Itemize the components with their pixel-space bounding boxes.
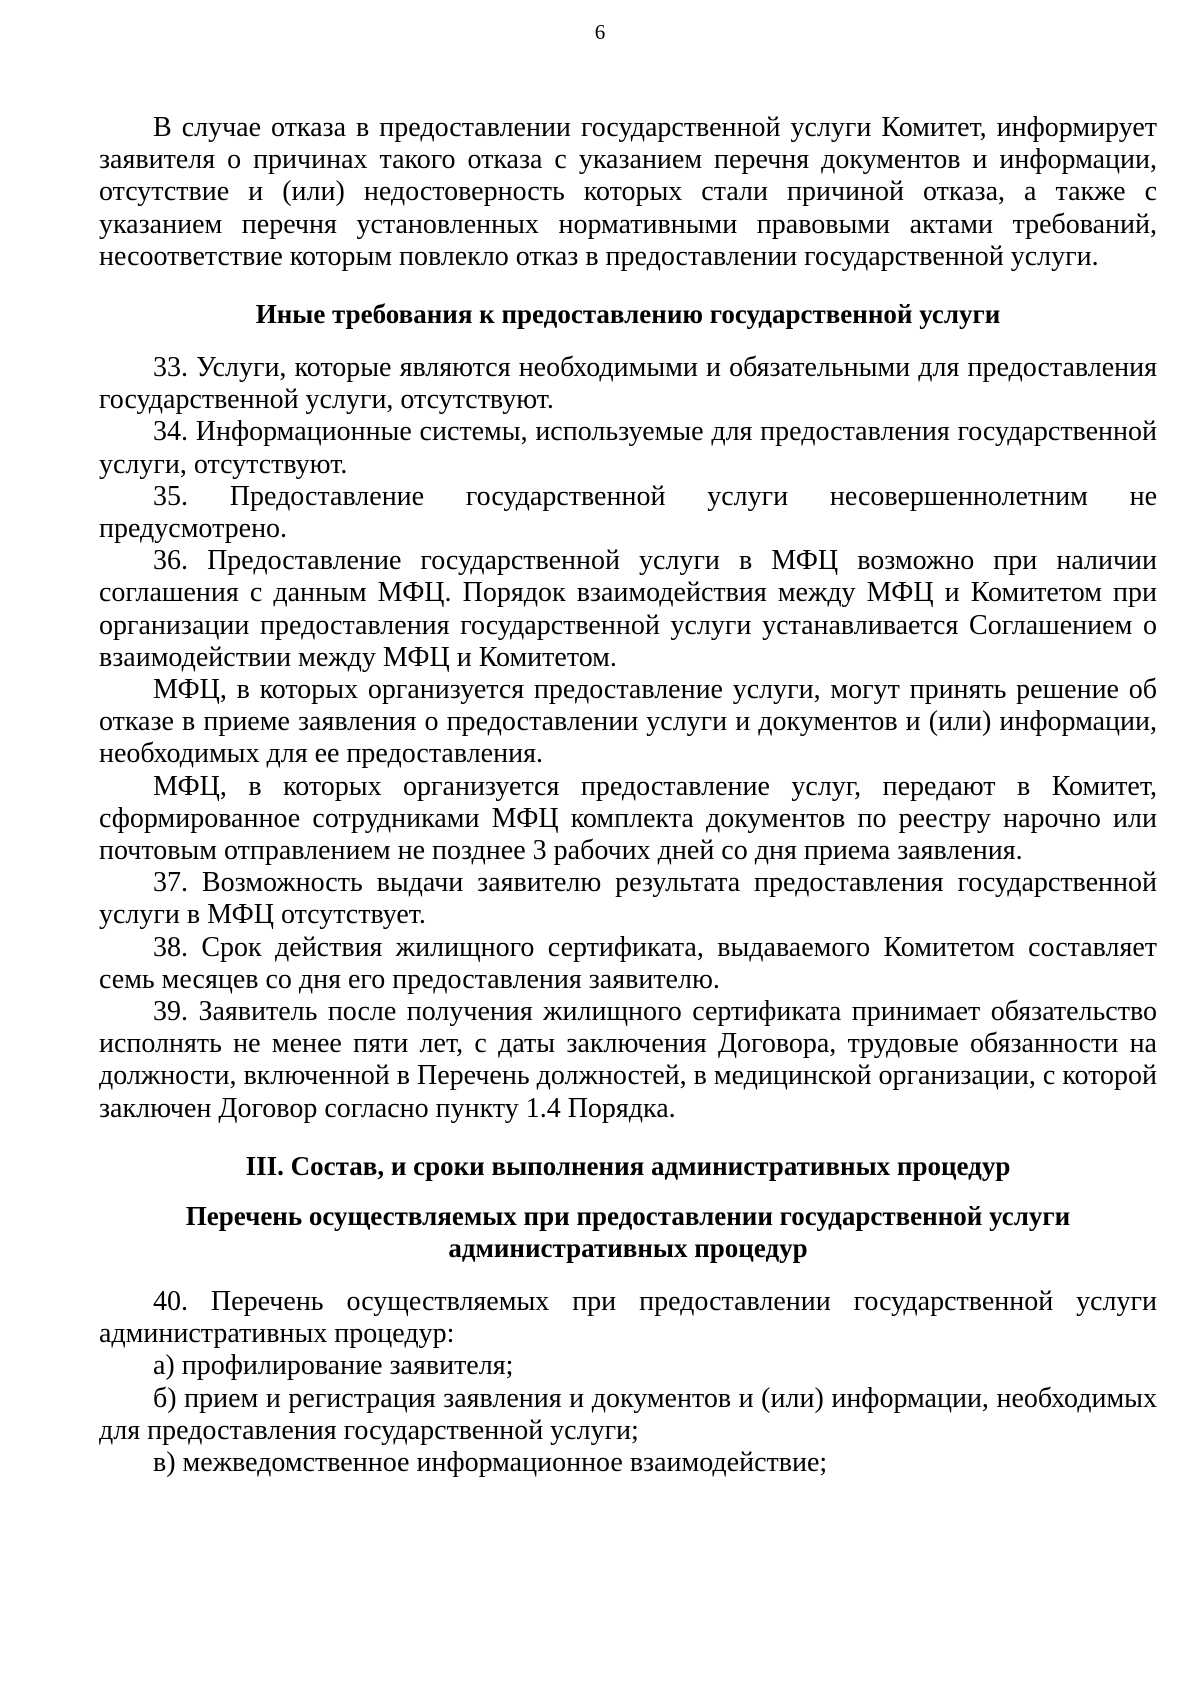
paragraph-item-38: 38. Срок действия жилищного сертификата, выдаваемого Комитетом составляет семь месяцев со дня его предоставления заявителю.	[99, 931, 1157, 995]
paragraph-item-33: 33. Услуги, которые являются необходимыми и обязательными для предоставления государственной услуги, отсутствуют.	[99, 352, 1157, 416]
paragraph-mfc-transfer: МФЦ, в которых организуется предоставление услуг, передают в Комитет, сформированное сотрудниками МФЦ комплекта документов по реестру нарочно или почтовым отправлением не позднее 3 рабочих дней со дня приема заявления.	[99, 770, 1157, 867]
paragraph-item-35: 35. Предоставление государственной услуги несовершеннолетним не предусмотрено.	[99, 480, 1157, 545]
paragraph-item-37: 37. Возможность выдачи заявителю результата предоставления государственной услуги в МФЦ отсутствует.	[99, 867, 1157, 931]
paragraph-item-39: 39. Заявитель после получения жилищного сертификата принимает обязательство исполнять не менее пяти лет, с даты заключения Договора, трудовые обязанности на должности, включенной в Перечень должностей, в медицинской организации, с которой заключен Договор согласно пункту 1.4 Порядка.	[99, 996, 1157, 1124]
paragraph-mfc-refusal: МФЦ, в которых организуется предоставление услуги, могут принять решение об отказе в приеме заявления о предоставлении услуги и документов и (или) информации, необходимых для ее предоставления.	[99, 674, 1157, 770]
paragraph-item-34: 34. Информационные системы, используемые для предоставления государственной услуги, отсутствуют.	[99, 416, 1157, 480]
paragraph-refusal-notice: В случае отказа в предоставлении государственной услуги Комитет, информирует заявителя о причинах такого отказа с указанием перечня документов и информации, отсутствие и (или) недостоверность которых стали причиной отказа, а также с указанием перечня установленных нормативными правовыми актами требований, несоответствие которым повлекло отказ в предоставлении государственной услуги.	[99, 112, 1157, 272]
document-body	[99, 112, 1157, 1479]
heading-procedures-list: Перечень осуществляемых при предоставлении государственной услуги административных процедур	[185, 1200, 1071, 1263]
page-number: 6	[594, 20, 606, 44]
paragraph-item-40: 40. Перечень осуществляемых при предоставлении государственной услуги административных процедур:	[99, 1285, 1157, 1350]
heading-section-iii: III. Состав, и сроки выполнения административных процедур	[245, 1150, 1011, 1181]
list-item-b: б) прием и регистрация заявления и документов и (или) информации, необходимых для предоставления государственной услуги;	[99, 1382, 1157, 1446]
paragraph-item-36: 36. Предоставление государственной услуги в МФЦ возможно при наличии соглашения с данным МФЦ. Порядок взаимодействия между МФЦ и Комитетом при организации предоставления государственной услуги устанавливается Соглашением о взаимодействии между МФЦ и Комитетом.	[99, 545, 1157, 673]
list-item-a: а) профилирование заявителя;	[153, 1350, 514, 1382]
heading-other-requirements: Иные требования к предоставлению государственной услуги	[255, 299, 1001, 330]
list-item-v: в) межведомственное информационное взаимодействие;	[153, 1446, 828, 1478]
